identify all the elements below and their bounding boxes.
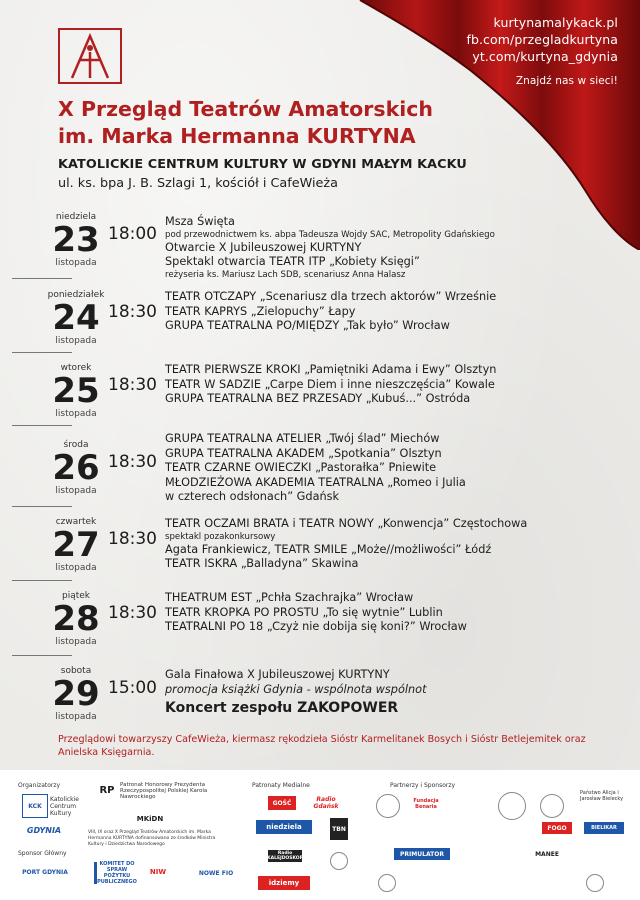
weekday: czwartek (55, 517, 97, 527)
partner-fogo: FOGO (542, 822, 572, 834)
event-list (165, 517, 635, 572)
event-line: w czterech odsłonach” Gdańsk (165, 490, 340, 504)
event-line: promocja książki Gdynia - wspólnota wspólnot (165, 682, 427, 696)
day-number: 28 (52, 599, 100, 639)
date-block (42, 440, 110, 496)
weekday: sobota (60, 666, 92, 676)
event-line: GRUPA TEATRALNA AKADEM „Spotkania” Olsztyn (165, 446, 442, 460)
event-line: THEATRUM EST „Pchła Szachrajka” Wrocław (165, 591, 414, 604)
event-note: spektakl pozakonkursowy (165, 531, 276, 542)
divider (12, 352, 72, 353)
weekday: poniedziałek (47, 290, 105, 300)
venue-name: KATOLICKIE CENTRUM KULTURY W GDYNI MAŁYM KACKU (58, 157, 467, 172)
partners-label: Partnerzy i Sponsorzy (390, 782, 456, 789)
month: listopada (55, 637, 97, 647)
event-list (165, 432, 635, 505)
divider (12, 655, 72, 656)
mkidn-logo: MKiDN (136, 815, 164, 823)
event-time: 18:30 (108, 603, 157, 623)
date-block (42, 363, 110, 419)
gdynia-logo: GDYNIA (26, 825, 62, 835)
festival-title (58, 96, 433, 150)
event-line: Spektakl otwarcia TEATR ITP „Kobiety Księgi” (165, 255, 420, 269)
media-niedziela: niedziela (256, 820, 312, 834)
month: listopada (55, 712, 97, 722)
partner-bielecky: Państwo Alicja i Jarosław Bielecky (580, 790, 624, 802)
funding-note: VIII, IX oraz X Przegląd Teatrów Amatorskich im. Marka Hermanna KURTYNA dofinansowano ze środków Ministra Kultury i Dziedzictwa Narodowego (88, 830, 216, 847)
day-number: 27 (52, 525, 100, 565)
nowe-fio-logo: NOWE FIO (198, 869, 234, 877)
kck-logo: KCK (22, 794, 48, 818)
title-line-2: im. Marka Hermanna KURTYNA (58, 124, 416, 148)
date-block (42, 517, 110, 573)
niw-logo: NIW (149, 868, 167, 876)
organizers-label: Organizatorzy (18, 782, 61, 789)
komitet-logo: KOMITET DO SPRAW POŻYTKU PUBLICZNEGO (94, 862, 137, 884)
partner-benaria: Fundacja Benaria (413, 798, 439, 810)
day-number: 23 (52, 220, 100, 260)
partner-manee: MANEE (535, 850, 559, 858)
partner-round-logo (540, 794, 564, 818)
day-number: 29 (52, 674, 100, 714)
social-links (466, 14, 618, 90)
event-line: TEATR KAPRYS „Zielopuchy” Łapy (165, 304, 356, 318)
day-number: 26 (52, 448, 100, 488)
weekday: wtorek (60, 363, 92, 373)
facebook-link[interactable]: fb.com/przegladkurtyna (466, 32, 618, 47)
media-gosc: GOŚĆ (268, 796, 296, 810)
organizer-1: Katolickie Centrum Kultury (50, 796, 79, 817)
event-line: TEATR KROPKA PO PROSTU „To się wytnie” Lublin (165, 605, 443, 619)
event-list (165, 668, 635, 716)
day-number: 25 (52, 371, 100, 411)
event-line: TEATR PIERWSZE KROKI „Pamiętniki Adama i Ewy” Olsztyn (165, 363, 497, 376)
media-round-logo (330, 852, 348, 870)
event-list (165, 363, 635, 407)
notice-text: Przeglądowi towarzyszy CafeWieża, kiermasz rękodzieła Sióstr Karmelitanek Bosych i Sióstr Betlejemitek oraz Anielska Księgarnia. (58, 734, 586, 758)
partner-primulator: PRIMULATOR (394, 848, 450, 860)
title-line-1: X Przegląd Teatrów Amatorskich (58, 97, 433, 121)
event-line: Msza Święta (165, 215, 235, 228)
venue-address: ul. ks. bpa J. B. Szlagi 1, kościół i CafeWieża (58, 176, 338, 191)
event-time: 18:30 (108, 452, 157, 472)
partner-small-logo-2 (586, 874, 604, 892)
rp-logo: RP (99, 784, 115, 796)
event-list (165, 591, 635, 635)
event-line: TEATR ISKRA „Balladyna” Skawina (165, 557, 359, 571)
partner-bielikar: BIELIKAR (584, 822, 624, 834)
event-line: Agata Frankiewicz, TEATR SMILE „Może//możliwości” Łódź (165, 542, 492, 556)
event-time: 18:00 (108, 224, 157, 244)
month: listopada (55, 409, 97, 419)
sponsors-footer (0, 770, 640, 900)
event-line: GRUPA TEATRALNA PO/MIĘDZY „Tak było” Wrocław (165, 319, 450, 333)
divider (12, 425, 72, 426)
event-time: 18:30 (108, 529, 157, 549)
event-line: Gala Finałowa X Jubileuszowej KURTYNY (165, 668, 390, 681)
main-sponsor-label: Sponsor Główny (18, 850, 67, 857)
month: listopada (55, 258, 97, 268)
event-line: TEATR W SADZIE „Carpe Diem i inne nieszczęścia” Kowale (165, 377, 495, 391)
event-time: 15:00 (108, 678, 157, 698)
kurtyna-logo (58, 28, 122, 84)
event-line: TEATRALNI PO 18 „Czyż nie dobija się koni?” Wrocław (165, 620, 467, 634)
weekday: niedziela (55, 212, 97, 222)
date-block (42, 591, 110, 647)
event-line: GRUPA TEATRALNA BEZ PRZESADY „Kubuś...” Ostróda (165, 392, 471, 406)
patronage-text: Patronat Honorowy Prezydenta Rzeczypospolitej Polskiej Karola Nawrockiego (120, 782, 208, 800)
partner-small-logo (378, 874, 396, 892)
event-list (165, 290, 635, 334)
website-link[interactable]: kurtynamalykack.pl (493, 15, 618, 30)
youtube-link[interactable]: yt.com/kurtyna_gdynia (472, 49, 618, 64)
links-tagline: Znajdź nas w sieci! (515, 75, 618, 87)
media-label: Patronaty Medialne (252, 782, 310, 789)
final-concert: Koncert zespołu ZAKOPOWER (165, 700, 399, 717)
event-note: reżyseria ks. Mariusz Lach SDB, scenariusz Anna Halasz (165, 269, 406, 280)
event-line: TEATR CZARNE OWIECZKI „Pastorałka” Pniewite (165, 461, 437, 475)
weekday: środa (63, 440, 89, 450)
media-radio-gdansk: Radio Gdańsk (313, 796, 339, 810)
day-number: 24 (52, 298, 100, 338)
event-line: TEATR OTCZAPY „Scenariusz dla trzech aktorów” Wrześnie (165, 290, 497, 303)
media-radio-kalejdoskop: Radio KALEJDOSKOP (267, 851, 303, 861)
event-line: Otwarcie X Jubileuszowej KURTYNY (165, 240, 362, 254)
divider (12, 278, 72, 279)
month: listopada (55, 486, 97, 496)
partner-university (498, 792, 526, 820)
event-line: GRUPA TEATRALNA ATELIER „Twój ślad” Miechów (165, 432, 440, 445)
date-block (42, 666, 110, 722)
divider (12, 580, 72, 581)
month: listopada (55, 336, 97, 346)
event-line: TEATR OCZAMI BRATA i TEATR NOWY „Konwencja” Częstochowa (165, 517, 528, 530)
event-note: pod przewodnictwem ks. abpa Tadeusza Wojdy SAC, Metropolity Gdańskiego (165, 229, 495, 240)
port-gdynia-logo: PORT GDYNIA (22, 868, 68, 876)
month: listopada (55, 563, 97, 573)
weekday: piątek (61, 591, 90, 601)
date-block (42, 290, 110, 346)
partner-crest (376, 794, 400, 818)
event-time: 18:30 (108, 375, 157, 395)
event-list (165, 215, 635, 281)
divider (12, 506, 72, 507)
media-idziemy: idziemy (258, 876, 310, 890)
date-block (42, 212, 110, 268)
media-tbn: TBN (330, 818, 348, 840)
event-time: 18:30 (108, 302, 157, 322)
event-line: MŁODZIEŻOWA AKADEMIA TEATRALNA „Romeo i Julia (165, 475, 466, 489)
